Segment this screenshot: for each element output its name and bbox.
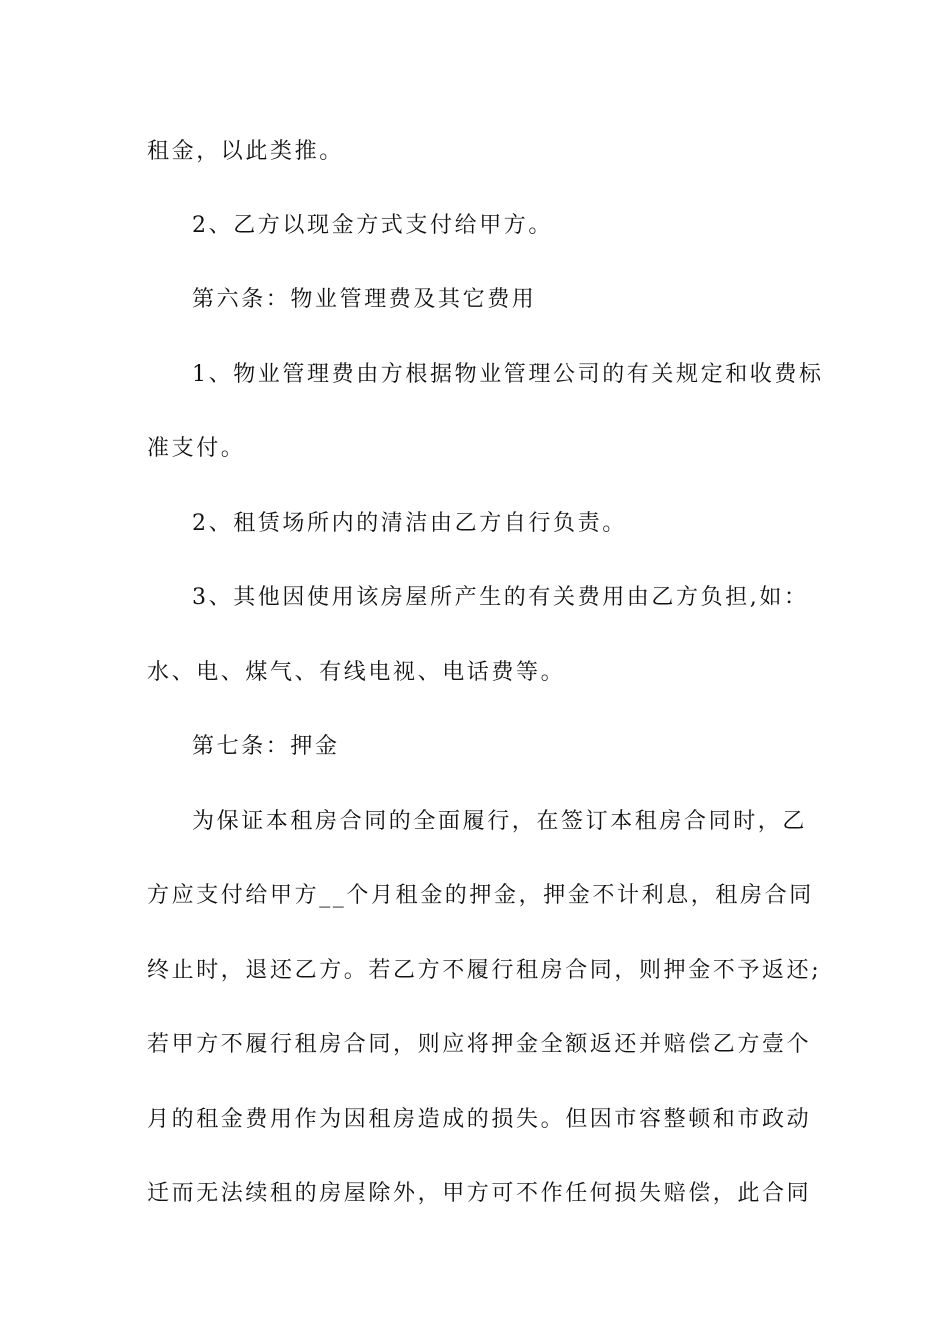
paragraph-line: 2、乙方以现金方式支付给甲方。 <box>192 213 553 238</box>
paragraph-line: 方应支付给甲方__个月租金的押金，押金不计利息，租房合同 <box>147 883 814 908</box>
paragraph-line: 若甲方不履行租房合同，则应将押金全额返还并赔偿乙方壹个 <box>147 1032 812 1057</box>
paragraph-line: 水、电、煤气、有线电视、电话费等。 <box>147 660 566 685</box>
paragraph-line: 为保证本租房合同的全面履行，在签订本租房合同时，乙 <box>192 809 808 834</box>
section-heading: 第七条：押金 <box>192 734 340 759</box>
paragraph-line: 3、其他因使用该房屋所产生的有关费用由乙方负担,如： <box>192 585 809 610</box>
paragraph-line: 租金，以此类推。 <box>147 139 344 164</box>
paragraph-line: 2、租赁场所内的清洁由乙方自行负责。 <box>192 511 627 536</box>
paragraph-line: 准支付。 <box>147 436 246 461</box>
paragraph-line: 终止时，退还乙方。若乙方不履行租房合同，则押金不予返还; <box>147 958 822 983</box>
section-heading: 第六条：物业管理费及其它费用 <box>192 287 537 312</box>
paragraph-line: 1、物业管理费由方根据物业管理公司的有关规定和收费标 <box>192 362 824 387</box>
paragraph-line: 月的租金费用作为因租房造成的损失。但因市容整顿和市政动 <box>147 1107 812 1132</box>
paragraph-line: 迁而无法续租的房屋除外，甲方可不作任何损失赔偿，此合同 <box>147 1181 812 1206</box>
